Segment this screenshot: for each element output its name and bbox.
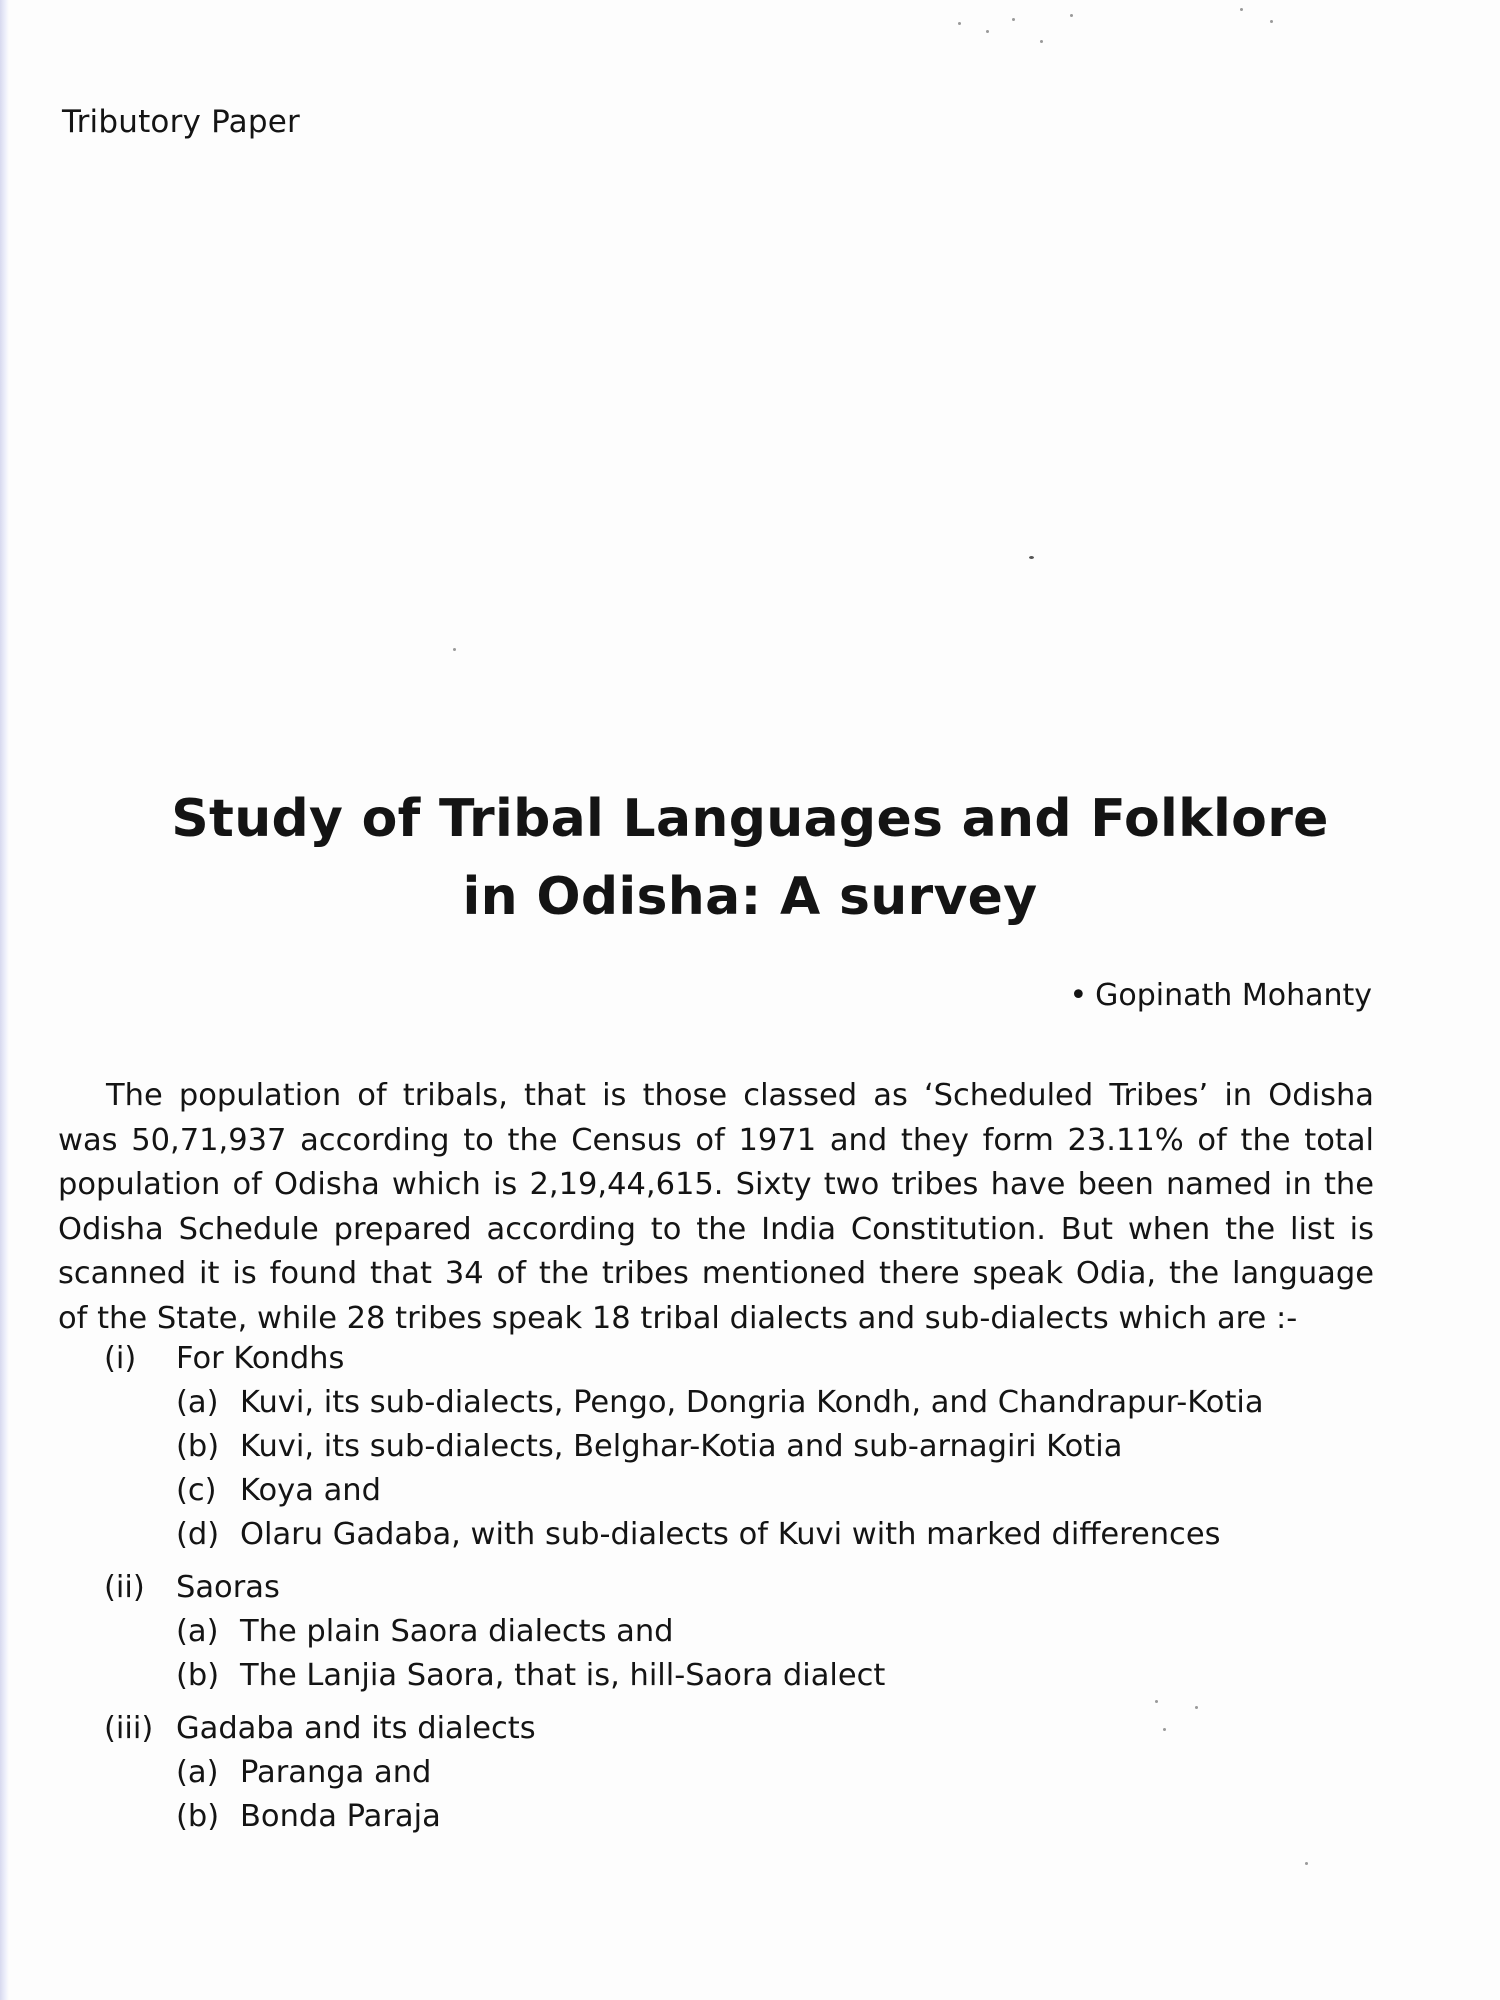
list-item [104,1707,1264,1751]
list-item-label: For Kondhs [176,1341,345,1376]
author-byline [1069,978,1372,1013]
sub-list [104,1381,1264,1557]
sub-item-text: Bonda Paraja [240,1799,441,1834]
sub-list-item [176,1751,1264,1795]
list-group-kondhs [104,1337,1264,1557]
scan-speck [453,648,456,651]
body-paragraph [58,1074,1374,1341]
list-group-saoras [104,1566,1264,1698]
scan-speck [986,30,989,33]
sub-list-item [176,1381,1264,1425]
title-line: in Odisha: A survey [462,867,1038,927]
sub-item-letter: (b) [176,1658,220,1693]
sub-list-item [176,1469,1264,1513]
sub-item-letter: (d) [176,1517,220,1552]
list-item-number: (i) [104,1341,137,1376]
scan-edge [0,0,9,2000]
scan-speck [1270,20,1273,23]
scan-speck [1040,40,1043,43]
sub-item-letter: (a) [176,1385,219,1420]
sub-item-text: Koya and [240,1473,381,1508]
running-head: Tributory Paper [62,104,300,140]
list-group-gadaba [104,1707,1264,1839]
title-line: Study of Tribal Languages and Folklore [171,789,1329,849]
sub-item-text: Kuvi, its sub-dialects, Belghar-Kotia and sub-arnagiri Kotia [240,1429,1123,1464]
sub-item-text: Paranga and [240,1755,432,1790]
author-name: Gopinath Mohanty [1095,978,1372,1013]
dialect-list [104,1337,1264,1848]
paper-title [0,780,1500,936]
scan-speck [1305,1862,1308,1865]
paragraph-line: scanned it is found that 34 of the tribes mentioned there speak Odia, the language [58,1256,1374,1291]
author-bullet: • [1069,978,1088,1013]
sub-item-letter: (b) [176,1429,220,1464]
sub-list-item [176,1513,1264,1557]
sub-item-text: Olaru Gadaba, with sub-dialects of Kuvi with marked differences [240,1517,1221,1552]
list-item [104,1337,1264,1381]
sub-list-item [176,1795,1264,1839]
scan-speck [1012,18,1015,21]
sub-item-text: Kuvi, its sub-dialects, Pengo, Dongria Kondh, and Chandrapur-Kotia [240,1385,1264,1420]
paragraph-line: Odisha Schedule prepared according to the India Constitution. But when the list is [58,1211,1374,1247]
list-item-label: Saoras [176,1570,280,1605]
sub-item-letter: (a) [176,1614,219,1649]
list-item-number: (ii) [104,1570,145,1605]
paragraph-line: The population of tribals, that is those classed as ‘Scheduled Tribes’ in Odisha [106,1078,1374,1113]
paragraph-line: was 50,71,937 according to the Census of 1971 and they form 23.11% of the total [58,1122,1374,1158]
list-item-number: (iii) [104,1711,154,1746]
sub-list-item [176,1654,1264,1698]
sub-list-item [176,1610,1264,1654]
scan-speck [1029,556,1034,559]
scan-speck [958,22,961,25]
scan-speck [1070,14,1073,17]
paragraph-line: of the State, while 28 tribes speak 18 tribal dialects and sub-dialects which are :- [58,1300,1298,1336]
sub-list [104,1610,1264,1698]
sub-list-item [176,1425,1264,1469]
sub-item-letter: (a) [176,1755,219,1790]
sub-item-text: The plain Saora dialects and [240,1614,674,1649]
sub-item-text: The Lanjia Saora, that is, hill-Saora dialect [240,1658,886,1693]
list-item-label: Gadaba and its dialects [176,1711,536,1746]
sub-list [104,1751,1264,1839]
paragraph-line: population of Odisha which is 2,19,44,615. Sixty two tribes have been named in the [58,1167,1374,1202]
sub-item-letter: (c) [176,1473,217,1508]
scan-speck [1240,8,1243,11]
sub-item-letter: (b) [176,1799,220,1834]
list-item [104,1566,1264,1610]
